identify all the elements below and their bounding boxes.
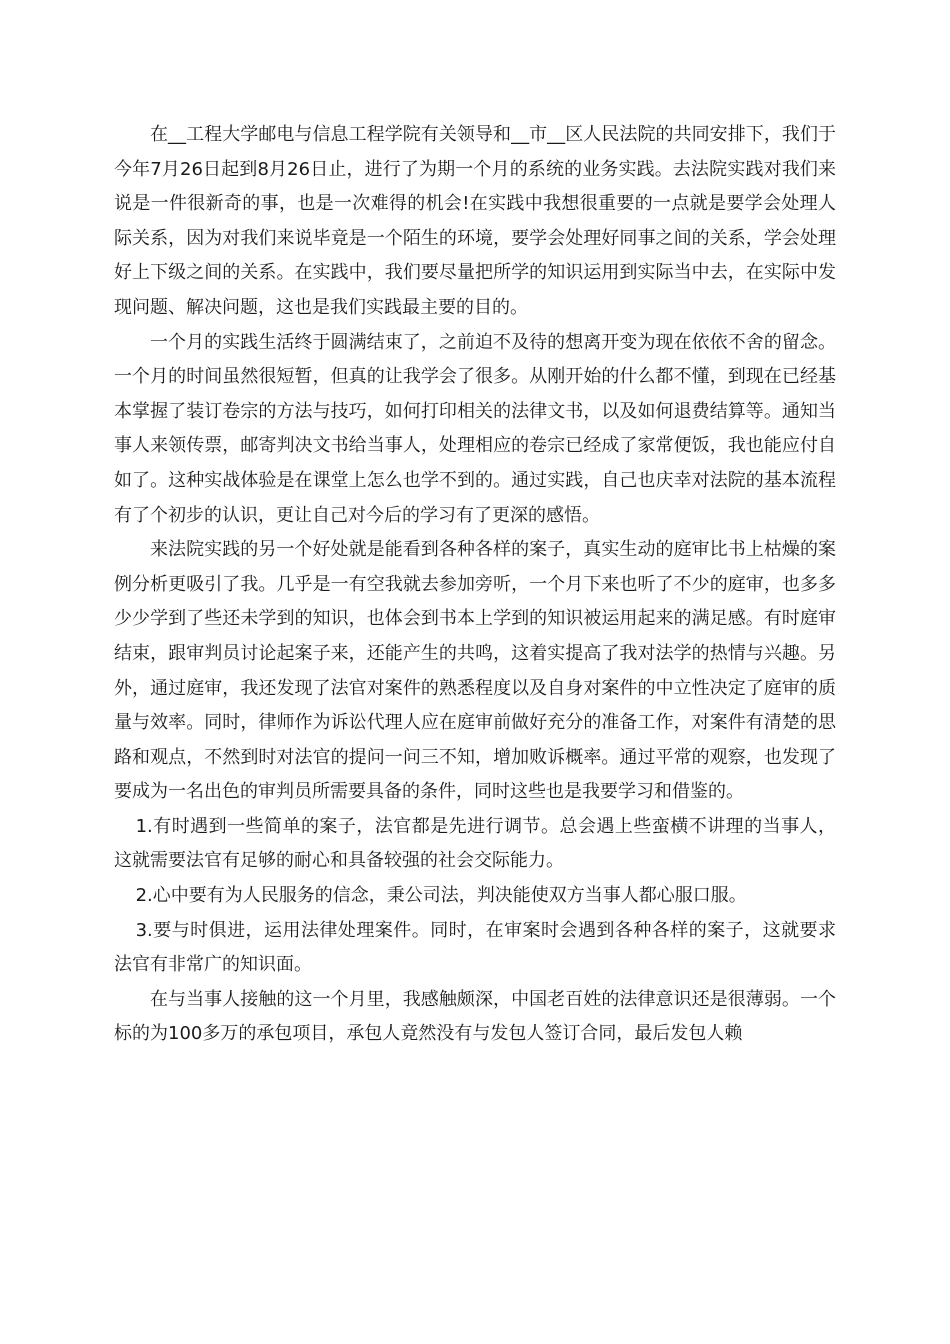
list-item-2: 2.心中要有为人民服务的信念，秉公司法，判决能使双方当事人都心服口服。 <box>135 885 747 907</box>
paragraph-1: 在__工程大学邮电与信息工程学院有关领导和__市__区人民法院的共同安排下，我们于今年7月26日起到8月26日止，进行了为期一个月的系统的业务实践。去法院实践对我们来说是一件很新奇的事，也是一次难得的机会!在实践中我想很重要的一点就是要学会处理人际关系，因为对我们来说毕竟是一个陌生的环境，要学会处理好同事之间的关系，学会处理好上下级之间的关系。在实践中，我们要尽量把所学的知识运用到实际当中去，在实际中发现问题、解决问题，这也是我们实践最主要的目的。 <box>114 124 836 318</box>
list-item-1: 1.有时遇到一些简单的案子，法官都是先进行调节。总会遇上些蛮横不讲理的当事人，这就需要法官有足够的耐心和具备较强的社会交际能力。 <box>114 815 836 872</box>
list-item-3: 3.要与时俱进，运用法律处理案件。同时，在审案时会遇到各种各样的案子，这就要求法官有非常广的知识面。 <box>114 919 836 976</box>
paragraph-3: 来法院实践的另一个好处就是能看到各种各样的案子，真实生动的庭审比书上枯燥的案例分析更吸引了我。几乎是一有空我就去参加旁听，一个月下来也听了不少的庭审，也多多少少学到了些还未学到的知识，也体会到书本上学到的知识被运用起来的满足感。有时庭审结束，跟审判员讨论起案子来，还能产生的共鸣，这着实提高了我对法学的热情与兴趣。另外，通过庭审，我还发现了法官对案件的熟悉程度以及自身对案件的中立性决定了庭审的质量与效率。同时，律师作为诉讼代理人应在庭审前做好充分的准备工作，对案件有清楚的思路和观点，不然到时对法官的提问一问三不知，增加败诉概率。通过平常的观察，也发现了要成为一名出色的审判员所需要具备的条件，同时这些也是我要学习和借鉴的。 <box>114 539 836 803</box>
paragraph-2: 一个月的实践生活终于圆满结束了，之前迫不及待的想离开变为现在依依不舍的留念。一个月的时间虽然很短暂，但真的让我学会了很多。从刚开始的什么都不懂，到现在已经基本掌握了装订卷宗的方法与技巧，如何打印相关的法律文书，以及如何退费结算等。通知当事人来领传票，邮寄判决文书给当事人，处理相应的卷宗已经成了家常便饭，我也能应付自如了。这种实战体验是在课堂上怎么也学不到的。通过实践，自己也庆幸对法院的基本流程有了个初步的认识，更让自己对今后的学习有了更深的感悟。 <box>114 331 836 526</box>
paragraph-closing: 在与当事人接触的这一个月里，我感触颇深，中国老百姓的法律意识还是很薄弱。一个标的为100多万的承包项目，承包人竟然没有与发包人签订合同，最后发包人赖 <box>114 988 836 1045</box>
document-body <box>114 118 836 1052</box>
